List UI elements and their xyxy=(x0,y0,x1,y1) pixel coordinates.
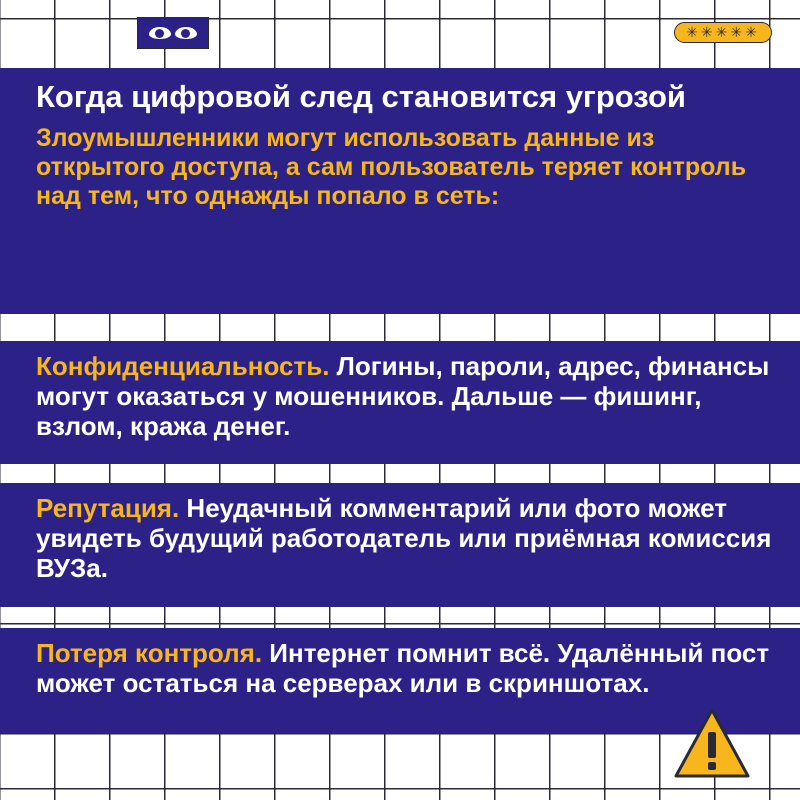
item-body: Неудачный комментарий или фото может увидеть будущий работодатель или приёмная комиссия ВУЗа. xyxy=(36,493,772,583)
item-text xyxy=(36,493,780,583)
item-panel-confidentiality xyxy=(0,341,800,464)
item-panel-reputation xyxy=(0,483,800,607)
left-eye-icon xyxy=(149,27,171,39)
stars-badge: ✳✳✳✳✳ xyxy=(674,22,772,43)
right-eye-icon xyxy=(175,27,197,39)
item-text xyxy=(36,638,780,698)
item-heading: Конфиденциальность. xyxy=(36,351,330,381)
item-body: Логины, пароли, адрес, финансы могут оказаться у мошенников. Дальше — фишинг, взлом, кража денег. xyxy=(36,351,770,441)
item-text xyxy=(36,351,780,441)
item-heading: Репутация. xyxy=(36,493,180,523)
eyes-icon xyxy=(137,17,209,49)
item-body: Интернет помнит всё. Удалённый пост может остаться на серверах или в скриншотах. xyxy=(36,638,770,698)
intro-panel xyxy=(0,68,800,314)
page-title: Когда цифровой след становится угрозой xyxy=(36,79,686,114)
warning-icon xyxy=(672,706,752,782)
item-heading: Потеря контроля. xyxy=(36,638,263,668)
intro-subtitle: Злоумышленники могут использовать данные из открытого доступа, а сам пользователь теряет контроль над тем, что однажды попало в сеть: xyxy=(36,124,747,210)
